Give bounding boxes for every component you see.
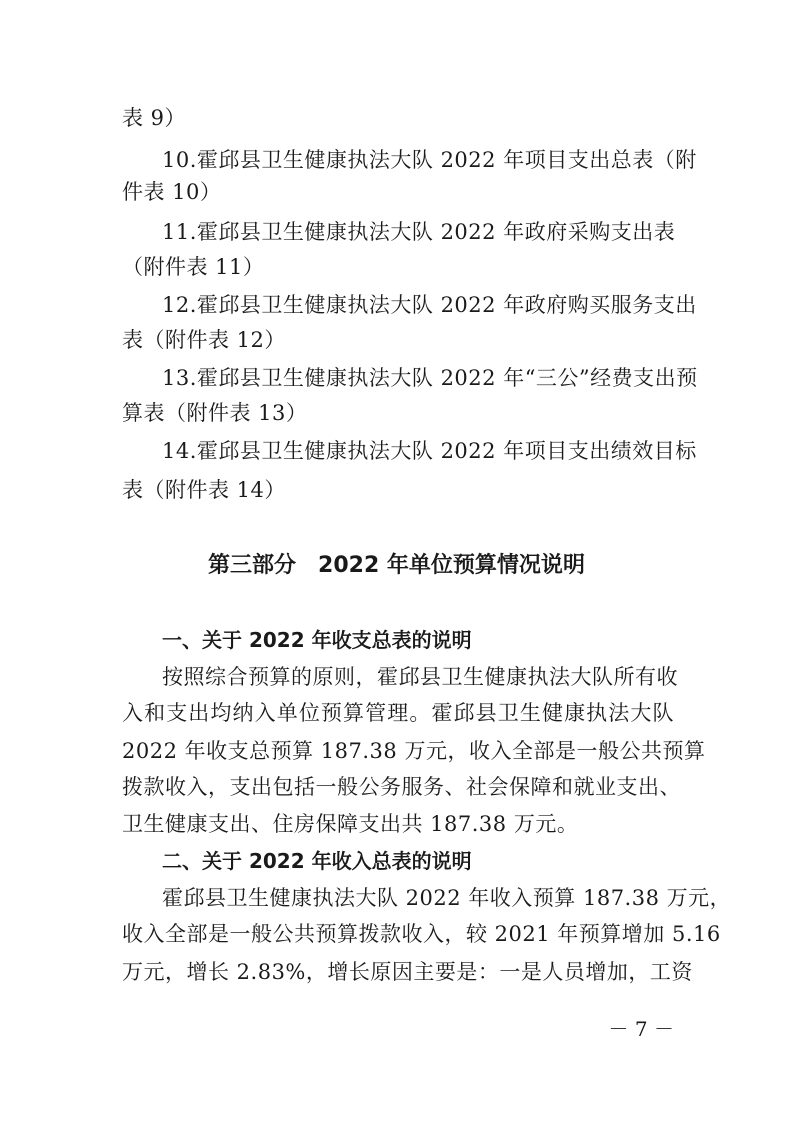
part1-line-2: 入和支出均纳入单位预算管理。霍邱县卫生健康执法大队 [122,701,674,725]
list-item-12-line1: 12.霍邱县卫生健康执法大队 2022 年政府购买服务支出 [162,293,697,317]
section-title: 第三部分 2022 年单位预算情况说明 [208,553,585,578]
page-number: － 7 － [608,1017,674,1041]
part1-line-1: 按照综合预算的原则，霍邱县卫生健康执法大队所有收 [162,665,678,689]
part2-line-3: 万元，增长 2.83%，增长原因主要是：一是人员增加，工资 [122,960,693,984]
list-item-13-line2: 算表（附件表 13） [122,401,308,425]
list-item-10-line1: 10.霍邱县卫生健康执法大队 2022 年项目支出总表（附 [162,148,697,172]
list-item-14-line2: 表（附件表 14） [122,478,286,502]
list-item-12-line2: 表（附件表 12） [122,328,286,352]
list-item-14-line1: 14.霍邱县卫生健康执法大队 2022 年项目支出绩效目标 [162,439,697,463]
list-item-9-continuation: 表 9） [122,106,187,130]
list-item-13-line1: 13.霍邱县卫生健康执法大队 2022 年“三公”经费支出预 [162,366,698,390]
list-item-10-line2: 件表 10） [122,180,222,204]
part2-heading: 二、关于 2022 年收入总表的说明 [162,849,472,873]
part1-heading: 一、关于 2022 年收支总表的说明 [162,628,472,652]
part2-line-1: 霍邱县卫生健康执法大队 2022 年收入预算 187.38 万元， [162,886,732,910]
list-item-11-line2: （附件表 11） [122,255,265,279]
part1-line-4: 拨款收入，支出包括一般公务服务、社会保障和就业支出、 [122,775,681,799]
part2-line-2: 收入全部是一般公共预算拨款收入，较 2021 年预算增加 5.16 [122,922,721,946]
list-item-11-line1: 11.霍邱县卫生健康执法大队 2022 年政府采购支出表 [162,220,676,244]
part1-line-5: 卫生健康支出、住房保障支出共 187.38 万元。 [122,812,579,836]
part1-line-3: 2022 年收支总预算 187.38 万元，收入全部是一般公共预算 [122,739,706,763]
